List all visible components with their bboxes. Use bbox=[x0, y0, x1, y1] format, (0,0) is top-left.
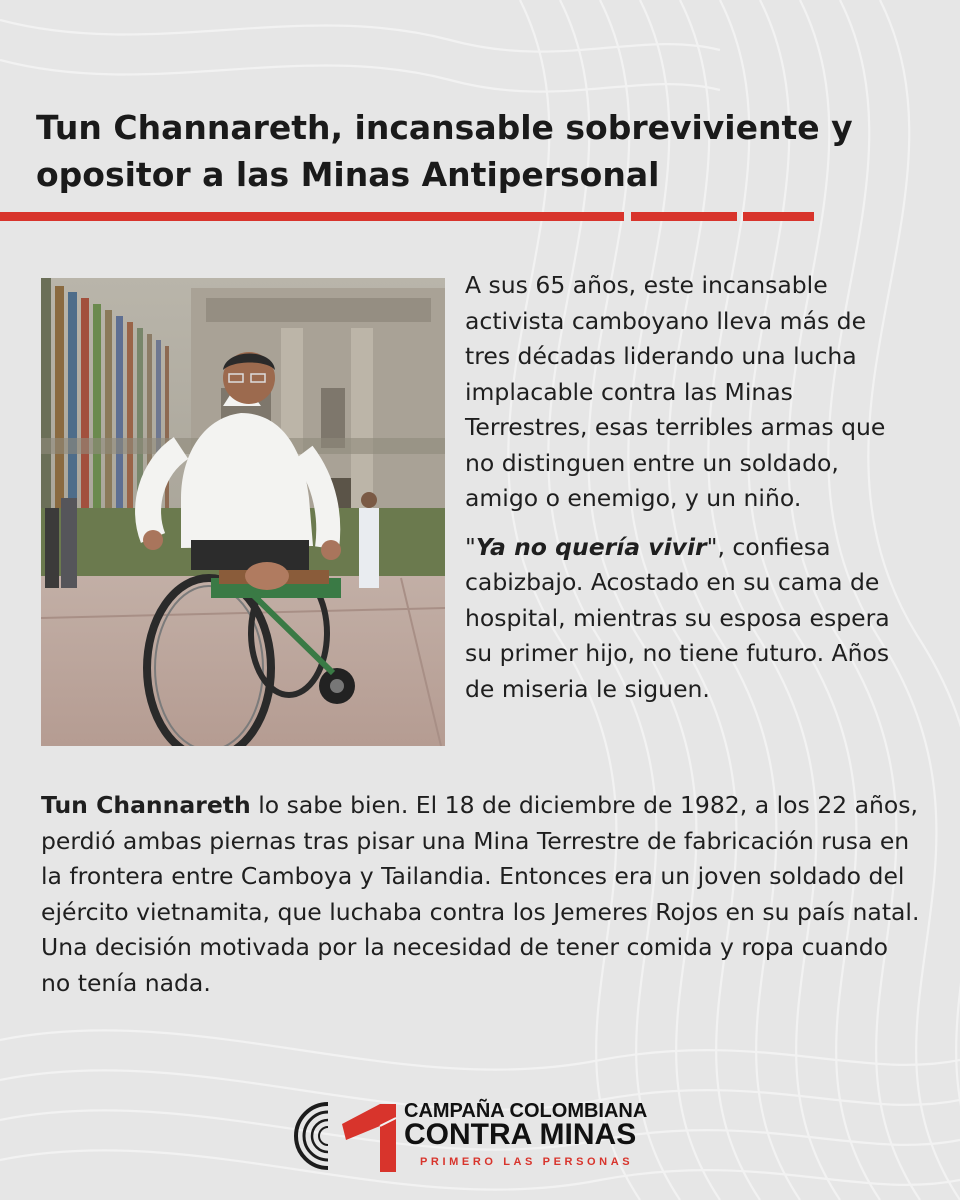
logo-tagline: PRIMERO LAS PERSONAS bbox=[420, 1156, 634, 1168]
quote-paragraph bbox=[465, 530, 905, 708]
title-line-2: opositor a las Minas Antipersonal bbox=[36, 155, 660, 194]
intro-paragraph: A sus 65 años, este incansable activista camboyano lleva más de tres décadas liderando una lucha implacable contra las Minas Terrestres, esas terribles armas que no distinguen entre un soldado, amigo o enemigo, y un niño. bbox=[465, 271, 886, 512]
portrait-photo bbox=[41, 278, 445, 746]
quote-paragraph-rest: , confiesa cabizbajo. Acostado en su cama de hospital, mientras su esposa espera su primer hijo, no tiene futuro. Años de miseria le siguen. bbox=[465, 532, 890, 703]
logo-line-1: CAMPAÑA COLOMBIANA bbox=[404, 1100, 648, 1122]
subject-name: Tun Channareth bbox=[41, 791, 251, 819]
logo-mark-icon bbox=[284, 1096, 404, 1176]
quote-close-mark: " bbox=[706, 532, 718, 561]
quote-open-mark: " bbox=[465, 532, 476, 561]
title-underline-main bbox=[0, 212, 624, 221]
page-title bbox=[36, 104, 916, 198]
campaign-logo bbox=[284, 1096, 684, 1176]
title-line-1: Tun Channareth, incansable sobreviviente y bbox=[36, 108, 853, 147]
body-paragraph bbox=[41, 788, 921, 1001]
title-underline-segment bbox=[631, 212, 737, 221]
logo-line-2: CONTRA MINAS bbox=[404, 1118, 637, 1151]
intro-text-column bbox=[465, 268, 905, 707]
photo-illustration bbox=[41, 278, 445, 746]
body-paragraph-rest: lo sabe bien. El 18 de diciembre de 1982, a los 22 años, perdió ambas piernas tras pisar una Mina Terrestre de fabricación rusa en la frontera entre Camboya y Tailandia. Entonces era un joven soldado del ejército vietnamita, que luchaba contra los Jemeres Rojos en su país natal. Una decisión motivada por la necesidad de tener comida y ropa cuando no tenía nada. bbox=[41, 791, 920, 997]
title-underline-segment bbox=[743, 212, 814, 221]
quote-text: Ya no quería vivir bbox=[475, 532, 707, 561]
